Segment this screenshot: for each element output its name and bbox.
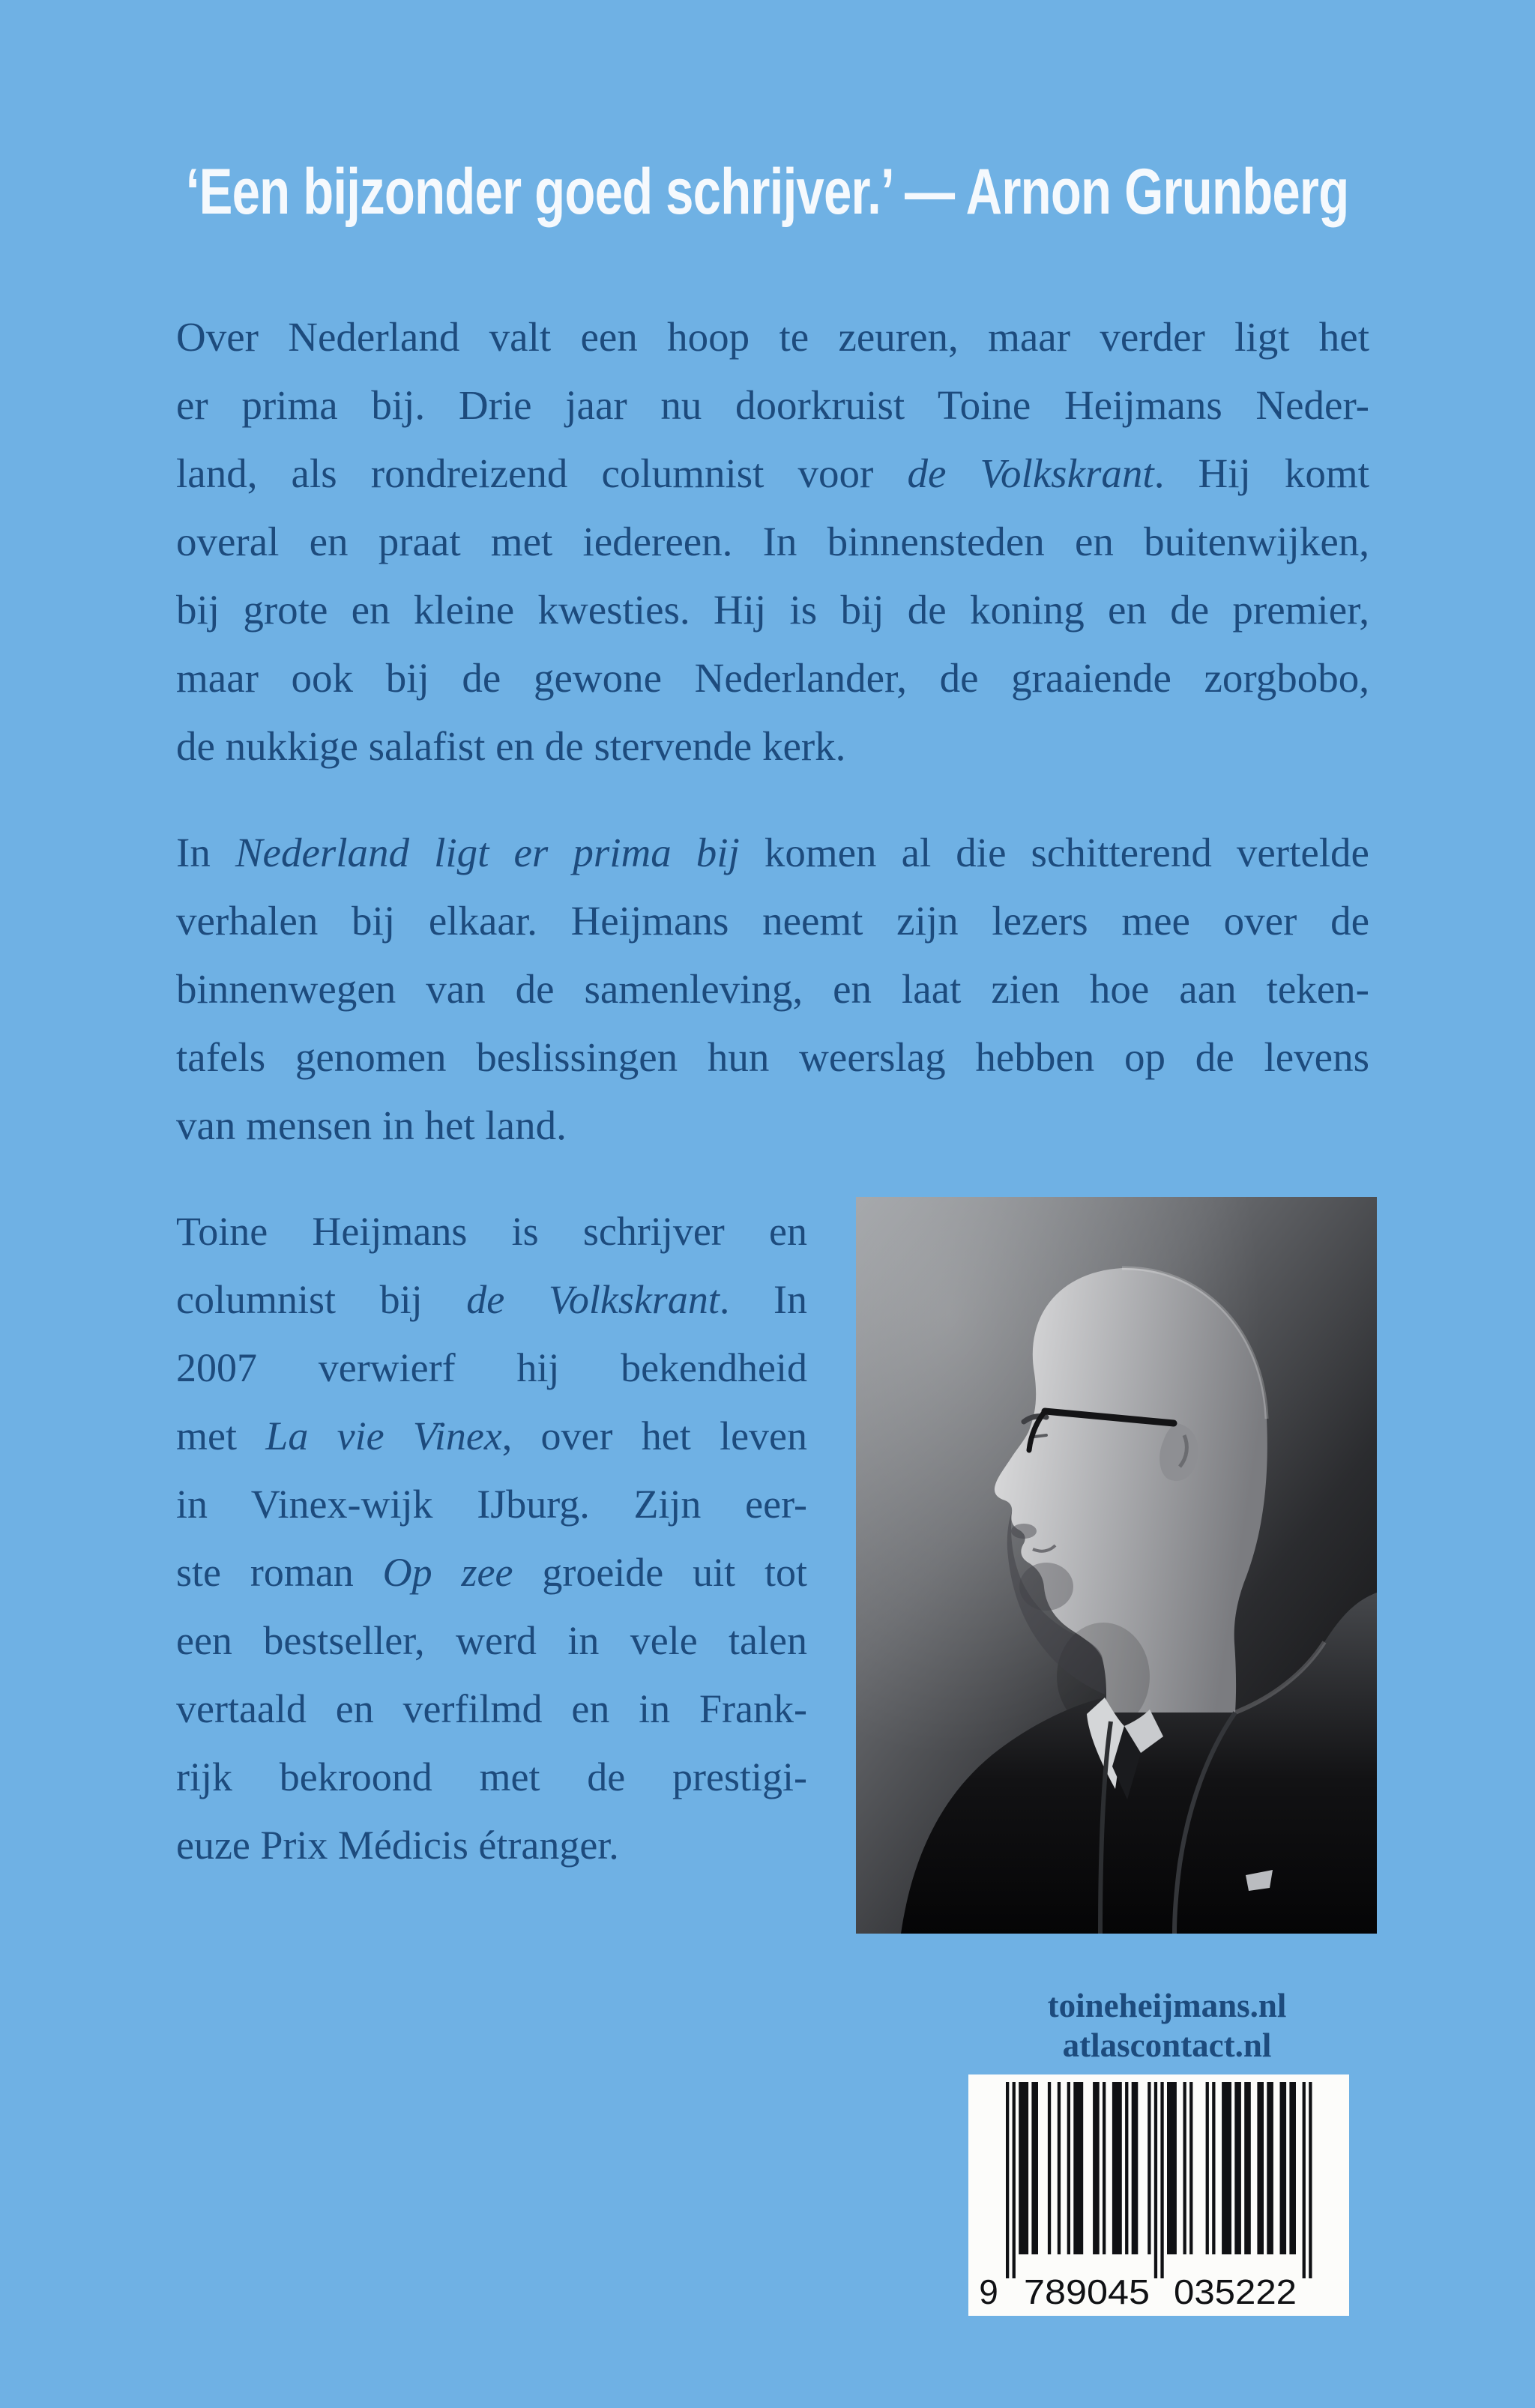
text-line: met La vie Vinex, over het leven <box>176 1413 808 1458</box>
text-line: er prima bij. Drie jaar nu doorkruist Toine Heijmans Neder- <box>176 382 1369 428</box>
barcode-bar <box>1058 2082 1061 2254</box>
barcode-bar <box>1212 2082 1215 2254</box>
text-line: maar ook bij de gewone Nederlander, de graaiende zorgbobo, <box>176 655 1369 701</box>
barcode-bar <box>1073 2082 1083 2254</box>
chin-beard <box>1019 1563 1073 1611</box>
isbn-first-digit: 9 <box>979 2272 998 2311</box>
barcode-bar <box>1148 2082 1151 2254</box>
barcode-bar <box>1234 2082 1241 2254</box>
text-line: Toine Heijmans is schrijver en <box>176 1209 807 1254</box>
barcode-bar <box>1289 2082 1296 2254</box>
barcode-bar <box>1031 2082 1038 2254</box>
text-line: de nukkige salafist en de stervende kerk. <box>176 723 846 769</box>
eye-line <box>1034 1435 1046 1437</box>
text-line: verhalen bij elkaar. Heijmans neemt zijn lezers mee over de <box>176 898 1369 944</box>
isbn-barcode <box>968 2074 1349 2316</box>
text-line: rijk bekroond met de prestigi- <box>176 1754 807 1799</box>
isbn-right-digits: 035222 <box>1174 2272 1297 2311</box>
text-line: van mensen in het land. <box>176 1102 567 1148</box>
barcode-bars <box>1006 2082 1312 2278</box>
text-line: bij grote en kleine kwesties. Hij is bij de koning en de premier, <box>176 587 1369 633</box>
barcode-bar <box>1222 2082 1231 2254</box>
portrait-illustration <box>856 1197 1377 1934</box>
barcode-bar <box>1048 2082 1051 2254</box>
text-line: 2007 verwierf hij bekendheid <box>176 1345 807 1390</box>
barcode-bar <box>1257 2082 1264 2254</box>
text-line: Over Nederland valt een hoop te zeuren, maar verder ligt het <box>176 314 1369 360</box>
barcode-bar <box>1160 2082 1163 2278</box>
barcode-bar <box>1103 2082 1106 2254</box>
barcode-bar <box>1013 2082 1016 2278</box>
barcode-bar <box>1006 2082 1009 2278</box>
barcode-bar <box>1154 2082 1157 2278</box>
text-line: vertaald en verfilmd en in Frank- <box>176 1686 807 1731</box>
barcode-bar <box>1112 2082 1122 2254</box>
barcode-bar <box>1093 2082 1100 2254</box>
barcode-bar <box>1303 2082 1306 2278</box>
endorsement-quote-text: ‘Een bijzonder goed schrijver.’ — Arnon Grunberg <box>186 156 1349 228</box>
mustache <box>1011 1524 1037 1539</box>
barcode-bar <box>1132 2082 1139 2254</box>
barcode-bar <box>1280 2082 1287 2254</box>
isbn-barcode-graphic <box>968 2074 1349 2316</box>
text-line: euze Prix Médicis étranger. <box>176 1823 619 1868</box>
website-links <box>905 1986 1429 2065</box>
publisher-website: atlascontact.nl <box>1062 2027 1272 2064</box>
barcode-bar <box>1189 2082 1192 2254</box>
endorsement-quote <box>0 154 1535 229</box>
text-line: ste roman Op zee groeide uit tot <box>176 1550 807 1595</box>
author-bio-paragraph <box>176 1198 807 1880</box>
barcode-bar <box>1183 2082 1186 2254</box>
blurb-paragraph-1 <box>176 303 1369 780</box>
text-line: tafels genomen beslissingen hun weerslag hebben op de levens <box>176 1034 1369 1080</box>
text-line: overal en praat met iedereen. In binnensteden en buitenwijken, <box>176 519 1369 564</box>
barcode-bar <box>1167 2082 1177 2254</box>
barcode-bar <box>1206 2082 1209 2254</box>
barcode-bar <box>1125 2082 1128 2254</box>
text-line: columnist bij de Volkskrant. In <box>176 1277 807 1322</box>
blurb-paragraph-2 <box>176 818 1369 1159</box>
barcode-bar <box>1267 2082 1273 2254</box>
text-line: in Vinex-wijk IJburg. Zijn eer- <box>176 1482 807 1527</box>
barcode-bar <box>1309 2082 1312 2278</box>
author-photo <box>856 1197 1377 1934</box>
barcode-bar <box>1067 2082 1070 2254</box>
isbn-left-digits: 789045 <box>1024 2272 1150 2311</box>
text-line: binnenwegen van de samenleving, en laat zien hoe aan teken- <box>176 966 1369 1012</box>
author-website: toineheijmans.nl <box>1047 1987 1287 2024</box>
barcode-bar <box>1244 2082 1251 2254</box>
barcode-bar <box>1019 2082 1028 2254</box>
text-line: een bestseller, werd in vele talen <box>176 1618 807 1663</box>
text-line: In Nederland ligt er prima bij komen al die schitterend vertelde <box>176 830 1369 875</box>
text-line: land, als rondreizend columnist voor de Volkskrant. Hij komt <box>176 450 1369 496</box>
